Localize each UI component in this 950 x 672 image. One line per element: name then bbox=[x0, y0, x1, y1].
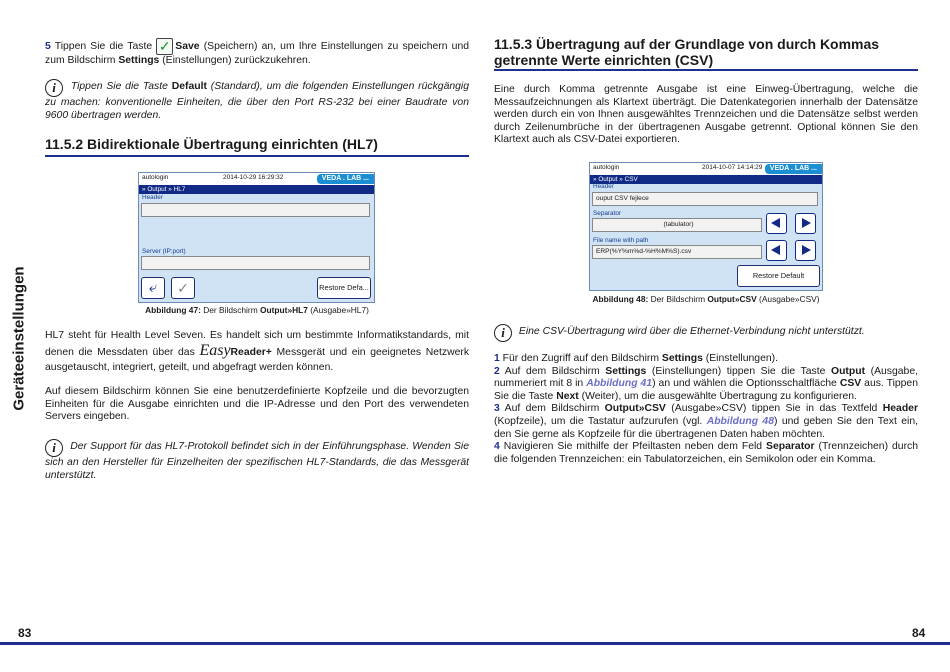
step-text: (Einstellungen). bbox=[705, 353, 778, 364]
server-label: Server (IP:port) bbox=[142, 248, 186, 255]
default-label: Default bbox=[171, 81, 207, 92]
caption-text: (Ausgabe»CSV) bbox=[759, 294, 820, 304]
step-text: (Trennzeichen) durch die folgenden Trennzeichen: ein Tabulatorzeichen, ein Semikolon oder ein Komma. bbox=[494, 441, 919, 465]
screen-datetime: 2014-10-07 14:14:29 bbox=[702, 164, 763, 171]
separator-label: Separator bbox=[766, 441, 815, 453]
step-4 bbox=[494, 441, 918, 466]
step-1 bbox=[494, 353, 918, 366]
csv-intro: Eine durch Komma getrennte Ausgabe ist eine Einweg-Übertragung, welche die Messaufzeichnungen als Klartext überträgt. Die Datenkategorien innerhalb der Datensätze werden durch ein von Ihnen ausgewähltes Trennzeichen und die Datensätze selbst werden durch Zeilenumbrüche in der übertragenen Ausgabe getrennt. Optional können Sie den Klartext auch als CSV-Datei exportieren. bbox=[494, 84, 918, 146]
settings-label: Settings bbox=[661, 353, 703, 364]
info-note-hl7 bbox=[45, 439, 469, 482]
next-label: Next bbox=[556, 390, 579, 402]
paragraph-text: HL7 steht für Health Level Seven. Es handelt sich um bestimmte Informatikstandards, mit denen die Messdaten über das bbox=[45, 330, 469, 358]
step-text: (Ausgabe»CSV) tippen Sie in das Textfeld bbox=[671, 403, 878, 415]
caption-path: Output»CSV bbox=[707, 294, 757, 304]
page-number-right: 84 bbox=[912, 626, 926, 640]
brand-logo: VEDA . LAB ... bbox=[317, 174, 374, 184]
separator-field[interactable]: (tabulator) bbox=[592, 218, 762, 232]
output-label: Output bbox=[830, 365, 866, 377]
step-text: Navigieren Sie mithilfe der Pfeiltasten neben dem Feld bbox=[503, 441, 763, 453]
screen-user: autologin bbox=[593, 164, 620, 171]
step-5-text bbox=[45, 38, 469, 68]
step-text: Auf dem Bildschirm bbox=[504, 365, 600, 377]
restore-defaults-button[interactable]: Restore Defa... bbox=[317, 277, 371, 299]
screen-status-bar bbox=[590, 163, 822, 175]
check-icon: ✓ bbox=[156, 38, 173, 55]
step-text: (Speichern) an, um Ihre Einstellungen zu speichern und zum Bildschirm bbox=[45, 41, 470, 66]
arrow-left-icon bbox=[771, 245, 780, 255]
step-number: 5 bbox=[45, 41, 51, 52]
restore-default-button[interactable]: Restore Default bbox=[737, 265, 820, 287]
hl7-screen-description: Auf diesem Bildschirm können Sie eine benutzerdefinierte Kopfzeile und die bevorzugten Einheiten für die Ausgabe einrichten und die IP-Adresse und den Port des verwendeten Servers eingeben. bbox=[45, 386, 469, 423]
hl7-description bbox=[45, 328, 469, 375]
output-csv-label: Output»CSV bbox=[604, 403, 666, 415]
filename-label: File name with path bbox=[593, 237, 649, 244]
step-text: (Einstellungen) tippen Sie die Taste bbox=[651, 365, 826, 377]
server-input[interactable] bbox=[141, 256, 370, 270]
caption-path: Output»HL7 bbox=[260, 305, 308, 315]
caption-label: Abbildung 48: bbox=[592, 294, 649, 304]
info-note-csv bbox=[494, 324, 918, 342]
step-3 bbox=[494, 403, 918, 441]
step-2 bbox=[494, 366, 918, 404]
settings-label: Settings bbox=[118, 55, 160, 66]
step-text: ) und geben Sie den Text ein, den Sie gerne als Kopfzeile für die übertragenen Daten haben möchten. bbox=[494, 415, 918, 440]
logo-suffix: Reader+ bbox=[230, 347, 272, 358]
step-number: 1 bbox=[494, 353, 500, 364]
header-input[interactable] bbox=[141, 203, 370, 217]
caption-label: Abbildung 47: bbox=[145, 305, 201, 315]
step-text: (Ausgabe, nummeriert mit 8 in bbox=[494, 365, 918, 390]
step-text: (Kopfzeile), um die Tastatur aufzurufen (vgl. bbox=[494, 415, 703, 427]
filename-prev-button[interactable] bbox=[766, 240, 787, 261]
screen-breadcrumb: » Output » CSV bbox=[590, 175, 822, 184]
info-text: Tippen Sie die Taste bbox=[70, 81, 168, 92]
csv-screen-figure bbox=[589, 162, 823, 291]
header-label: Header bbox=[593, 183, 614, 190]
heading-rule bbox=[45, 155, 469, 157]
step-text: (Einstellungen) zurückzukehren. bbox=[162, 55, 311, 66]
step-text: Tippen Sie die Taste bbox=[54, 41, 153, 52]
step-text: ) an und wählen die Optionsschaltfläche bbox=[652, 378, 837, 390]
screen-breadcrumb: » Output » HL7 bbox=[139, 185, 374, 194]
save-label: Save bbox=[175, 41, 200, 52]
info-icon: i bbox=[494, 324, 512, 342]
figure-48-caption bbox=[494, 294, 918, 304]
figure-41-link[interactable]: Abbildung 41 bbox=[586, 378, 653, 390]
filename-input[interactable]: ERP(%Y%m%d-%H%M%S).csv bbox=[592, 245, 762, 259]
arrow-left-icon bbox=[771, 218, 780, 228]
separator-prev-button[interactable] bbox=[766, 213, 787, 234]
step-text: aus. Tippen Sie die Taste bbox=[494, 378, 918, 402]
figure-48-link[interactable]: Abbildung 48 bbox=[706, 415, 774, 427]
caption-text: Der Bildschirm bbox=[203, 305, 258, 315]
step-number: 4 bbox=[494, 441, 500, 453]
brand-logo: VEDA . LAB ... bbox=[765, 164, 822, 174]
step-text: (Weiter), um die ausgewählte Übertragung zu konfigurieren. bbox=[581, 390, 857, 402]
step-text: Auf dem Bildschirm bbox=[504, 403, 600, 415]
info-text: Eine CSV-Übertragung wird über die Ethernet-Verbindung nicht unterstützt. bbox=[518, 326, 865, 337]
info-text: (Standard), um die folgenden Einstellungen rückgängig zu machen: konventionelle Einheiten, die über den Port RS-232 bei einer Baudrate von 9600 übertragen werden. bbox=[45, 81, 470, 121]
csv-steps bbox=[494, 353, 918, 466]
easyreader-logo: Easy bbox=[199, 342, 231, 359]
screen-datetime: 2014-10-29 16:29:32 bbox=[223, 174, 284, 181]
back-button[interactable]: ⤶ bbox=[141, 277, 165, 299]
filename-next-button[interactable] bbox=[795, 240, 816, 261]
hl7-screen-figure bbox=[138, 172, 375, 303]
step-number: 3 bbox=[494, 403, 500, 415]
arrow-right-icon bbox=[802, 245, 811, 255]
heading-rule bbox=[494, 69, 918, 71]
side-tab-chapter: Geräteeinstellungen bbox=[10, 266, 28, 411]
section-heading-csv: 11.5.3 Übertragung auf der Grundlage von durch Kommas getrennte Werte einrichten (CSV) bbox=[494, 36, 880, 68]
info-icon: i bbox=[45, 79, 63, 97]
header-label: Header bbox=[142, 194, 163, 201]
figure-47-caption bbox=[45, 305, 469, 315]
screen-user: autologin bbox=[142, 174, 169, 181]
info-icon: i bbox=[45, 439, 63, 457]
step-number: 2 bbox=[494, 365, 500, 377]
section-heading-hl7: 11.5.2 Bidirektionale Übertragung einrichten (HL7) bbox=[45, 136, 378, 152]
caption-text: (Ausgabe»HL7) bbox=[310, 305, 369, 315]
header-label: Header bbox=[882, 403, 918, 415]
settings-label: Settings bbox=[605, 365, 647, 377]
confirm-button[interactable]: ✓ bbox=[171, 277, 195, 299]
screen-status-bar bbox=[139, 173, 374, 185]
info-text: Der Support für das HL7-Protokoll befindet sich in der Einführungsphase. Wenden Sie sich an den Hersteller für Einzelheiten der spezifischen HL7-Standards, die das Messgerät unterstützt. bbox=[45, 441, 469, 481]
header-input[interactable]: ouput CSV fejlece bbox=[592, 192, 818, 206]
csv-label: CSV bbox=[839, 378, 862, 390]
paragraph-text: Messgerät und ein geeignetes Netzwerk ausgetauscht, integriert, geteilt, und abgefragt werden können. bbox=[45, 347, 470, 373]
step-text: Für den Zugriff auf den Bildschirm bbox=[502, 353, 659, 364]
page-number-left: 83 bbox=[18, 626, 32, 640]
separator-next-button[interactable] bbox=[795, 213, 816, 234]
info-note-default bbox=[45, 79, 469, 122]
caption-text: Der Bildschirm bbox=[650, 294, 706, 304]
arrow-right-icon bbox=[802, 218, 811, 228]
separator-label: Separator bbox=[593, 210, 622, 217]
footer-rule bbox=[0, 642, 950, 645]
